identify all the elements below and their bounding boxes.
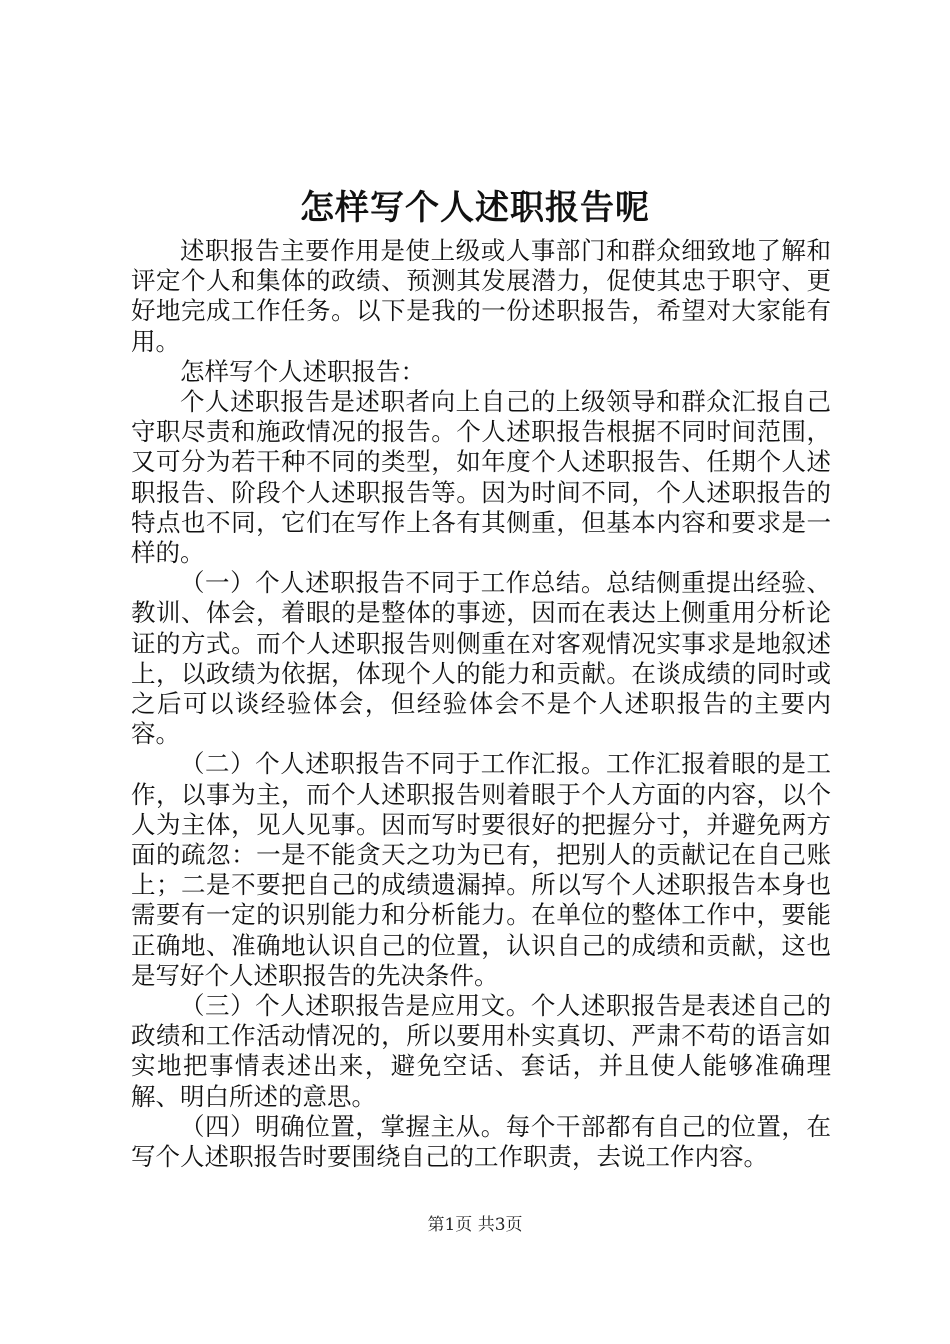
paragraph-point-3: （三）个人述职报告是应用文。个人述职报告是表述自己的政绩和工作活动情况的，所以要用朴实真切、严肃不苟的语言如实地把事情表述出来，避免空话、套话，并且使人能够准确理解、明白所述的意思。 [131,991,831,1111]
document-body [131,236,831,1172]
document-title: 怎样写个人述职报告呢 [300,188,650,228]
paragraph-intro: 述职报告主要作用是使上级或人事部门和群众细致地了解和评定个人和集体的政绩、预测其发展潜力，促使其忠于职守、更好地完成工作任务。以下是我的一份述职报告，希望对大家能有用。 [131,236,831,356]
paragraph-definition: 个人述职报告是述职者向上自己的上级领导和群众汇报自己守职尽责和施政情况的报告。个人述职报告根据不同时间范围，又可分为若干种不同的类型，如年度个人述职报告、任期个人述职报告、阶段个人述职报告等。因为时间不同，个人述职报告的特点也不同，它们在写作上各有其侧重，但基本内容和要求是一样的。 [131,387,831,568]
paragraph-point-4: （四）明确位置，掌握主从。每个干部都有自己的位置，在写个人述职报告时要围绕自己的工作职责，去说工作内容。 [131,1111,831,1172]
paragraph-heading: 怎样写个人述职报告： [180,356,425,386]
paragraph-point-1: （一）个人述职报告不同于工作总结。总结侧重提出经验、教训、体会，着眼的是整体的事迹，因而在表达上侧重用分析论证的方式。而个人述职报告则侧重在对客观情况实事求是地叙述上，以政绩为依据，体现个人的能力和贡献。在谈成绩的同时或之后可以谈经验体会，但经验体会不是个人述职报告的主要内容。 [131,568,831,749]
paragraph-point-2: （二）个人述职报告不同于工作汇报。工作汇报着眼的是工作，以事为主，而个人述职报告则着眼于个人方面的内容，以个人为主体，见人见事。因而写时要很好的把握分寸，并避免两方面的疏忽：一是不能贪天之功为已有，把别人的贡献记在自己账上；二是不要把自己的成绩遗漏掉。所以写个人述职报告本身也需要有一定的识别能力和分析能力。在单位的整体工作中，要能正确地、准确地认识自己的位置，认识自己的成绩和贡献，这也是写好个人述职报告的先决条件。 [131,749,831,990]
page-number-footer: 第1页 共3页 [427,1215,523,1235]
